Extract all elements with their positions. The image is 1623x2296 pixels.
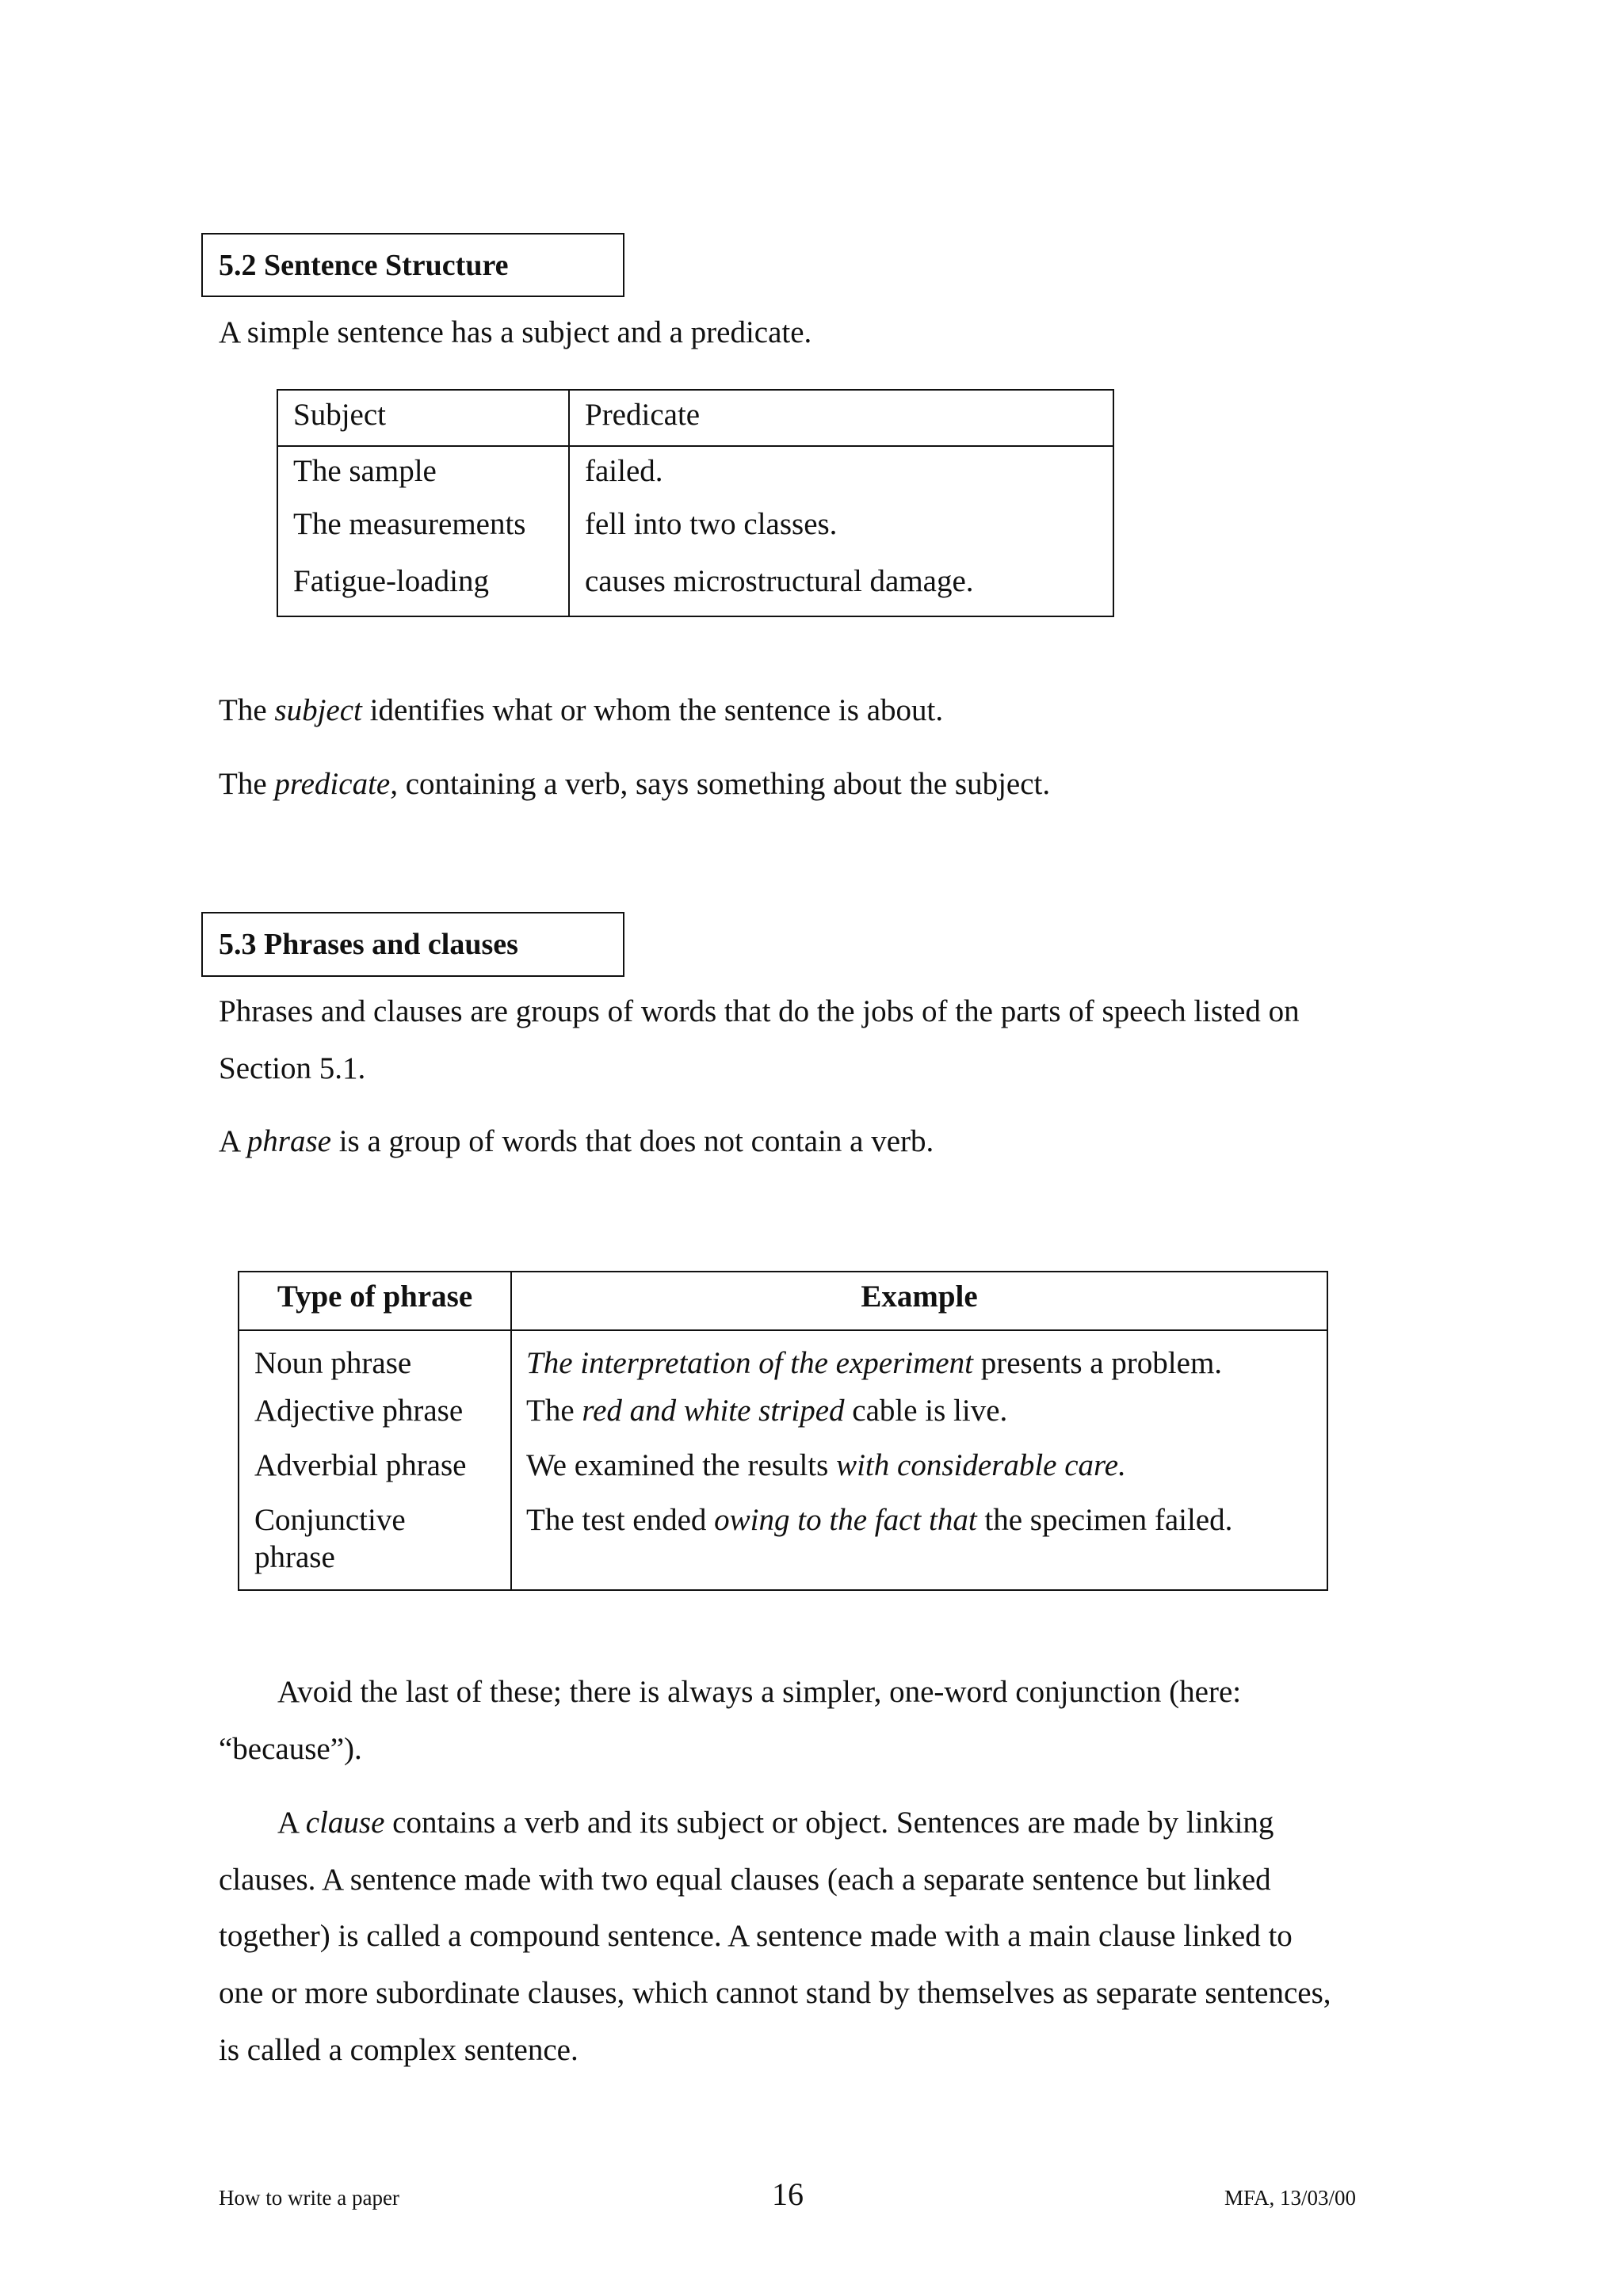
table-header-row <box>239 1272 1327 1330</box>
cell-phrase-type: Noun phrase <box>239 1330 511 1390</box>
sentence-structure-intro: A simple sentence has a subject and a predicate. <box>219 315 812 349</box>
section-heading-5-3 <box>201 912 624 977</box>
term-subject: subject <box>274 693 362 727</box>
clause-paragraph-line3: together) is called a compound sentence. A sentence made with a main clause linked to <box>219 1919 1293 1953</box>
cell-example: The red and white striped cable is live. <box>526 1394 1008 1428</box>
section-heading-5-3-text: 5.3 Phrases and clauses <box>219 928 518 961</box>
table-row <box>277 446 1113 503</box>
subject-definition: The subject identifies what or whom the sentence is about. <box>219 693 944 727</box>
term-clause: clause <box>305 1806 385 1840</box>
section-heading-5-2-text: 5.2 Sentence Structure <box>219 248 509 282</box>
cell-phrase-type: Adjective phrase <box>239 1390 511 1444</box>
term-predicate: predicate, <box>274 767 398 801</box>
clause-paragraph-line4: one or more subordinate clauses, which cannot stand by themselves as separate sentences, <box>219 1976 1331 2010</box>
subject-predicate-table <box>277 389 1114 617</box>
phrases-clauses-intro-line2: Section 5.1. <box>219 1051 366 1085</box>
cell-subject: Fatigue-loading <box>277 560 569 616</box>
table-row <box>277 560 1113 616</box>
header-type-of-phrase: Type of phrase <box>239 1272 511 1330</box>
header-predicate: Predicate <box>569 390 1113 446</box>
phrase-types-table <box>238 1271 1328 1591</box>
term-phrase: phrase <box>246 1124 331 1158</box>
phrases-clauses-intro-line1: Phrases and clauses are groups of words that do the jobs of the parts of speech listed on <box>219 994 1300 1028</box>
predicate-definition: The predicate, containing a verb, says something about the subject. <box>219 767 1051 801</box>
page-number: 16 <box>772 2176 804 2212</box>
avoid-note-line1: Avoid the last of these; there is always a simpler, one-word conjunction (here: <box>277 1675 1242 1709</box>
footer-left: How to write a paper <box>219 2186 399 2210</box>
table-row <box>239 1499 1327 1590</box>
header-example: Example <box>511 1272 1327 1330</box>
table-row <box>277 503 1113 560</box>
table-header-row <box>277 390 1113 446</box>
cell-example: We examined the results with considerable care. <box>526 1448 1126 1482</box>
clause-paragraph-line2: clauses. A sentence made with two equal clauses (each a separate sentence but linked <box>219 1863 1271 1897</box>
cell-phrase-type: Conjunctive phrase <box>239 1499 511 1590</box>
table-row <box>239 1444 1327 1499</box>
cell-subject: The sample <box>277 446 569 503</box>
cell-example: The interpretation of the experiment presents a problem. <box>526 1346 1223 1380</box>
clause-paragraph-line5: is called a complex sentence. <box>219 2033 579 2067</box>
cell-predicate: fell into two classes. <box>585 507 838 541</box>
table-row <box>239 1390 1327 1444</box>
footer-right: MFA, 13/03/00 <box>1224 2186 1357 2210</box>
avoid-note-line2: “because”). <box>219 1732 362 1766</box>
table-row <box>239 1330 1327 1390</box>
cell-subject: The measurements <box>277 503 569 560</box>
phrase-definition: A phrase is a group of words that does not contain a verb. <box>219 1124 934 1158</box>
cell-predicate: causes microstructural damage. <box>585 564 974 598</box>
cell-phrase-type: Adverbial phrase <box>239 1444 511 1499</box>
cell-example: The test ended owing to the fact that the specimen failed. <box>526 1503 1233 1537</box>
clause-paragraph-line1: A clause contains a verb and its subject or object. Sentences are made by linking <box>277 1806 1274 1840</box>
section-heading-5-2 <box>201 233 624 297</box>
cell-predicate: failed. <box>585 454 663 488</box>
header-subject: Subject <box>277 390 569 446</box>
